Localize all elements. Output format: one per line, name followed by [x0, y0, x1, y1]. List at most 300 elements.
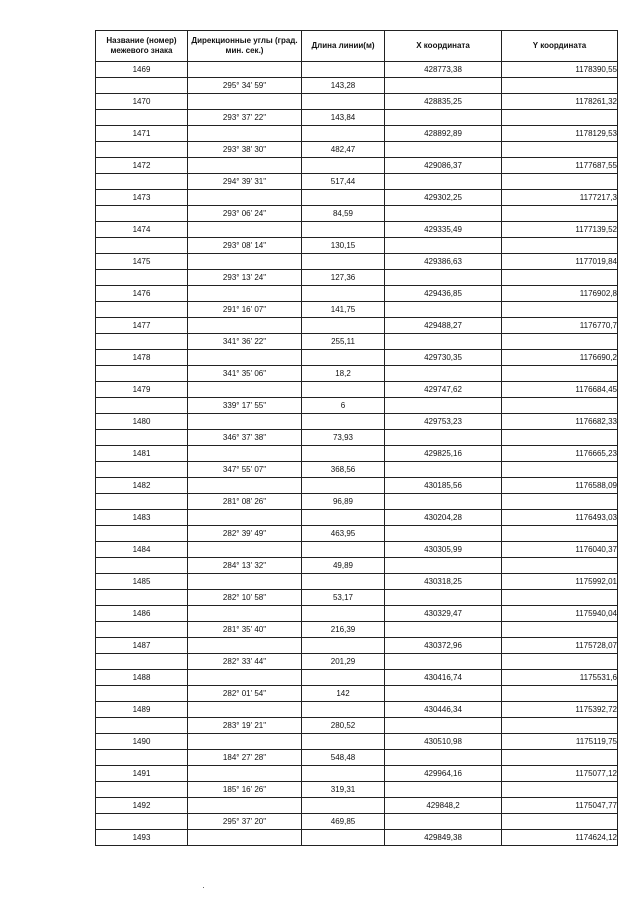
empty-y-cell — [502, 398, 618, 414]
y-coordinate-cell: 1175728,07 — [502, 638, 618, 654]
y-coordinate-cell: 1176770,7 — [502, 318, 618, 334]
point-row — [96, 414, 618, 430]
y-coordinate-cell: 1176493,03 — [502, 510, 618, 526]
marker-name-cell: 1473 — [96, 190, 188, 206]
header-y-coordinate: Y координата — [502, 31, 618, 62]
point-row — [96, 158, 618, 174]
x-coordinate-cell: 429747,62 — [385, 382, 502, 398]
x-coordinate-cell: 430305,99 — [385, 542, 502, 558]
point-row — [96, 190, 618, 206]
point-row — [96, 350, 618, 366]
empty-name-cell — [96, 430, 188, 446]
table-header-row — [96, 31, 618, 62]
x-coordinate-cell: 430329,47 — [385, 606, 502, 622]
empty-x-cell — [385, 398, 502, 414]
empty-angle-cell — [188, 734, 302, 750]
marker-name-cell: 1491 — [96, 766, 188, 782]
empty-x-cell — [385, 270, 502, 286]
y-coordinate-cell: 1176690,2 — [502, 350, 618, 366]
line-length-cell: 469,85 — [302, 814, 385, 830]
point-row — [96, 94, 618, 110]
table-body — [96, 62, 618, 846]
empty-name-cell — [96, 110, 188, 126]
empty-y-cell — [502, 110, 618, 126]
direction-angle-cell: 282° 39' 49" — [188, 526, 302, 542]
empty-length-cell — [302, 254, 385, 270]
empty-length-cell — [302, 734, 385, 750]
empty-angle-cell — [188, 286, 302, 302]
line-length-cell: 319,31 — [302, 782, 385, 798]
line-length-cell: 368,56 — [302, 462, 385, 478]
segment-row — [96, 238, 618, 254]
y-coordinate-cell: 1175119,75 — [502, 734, 618, 750]
segment-row — [96, 686, 618, 702]
y-coordinate-cell: 1175077,12 — [502, 766, 618, 782]
empty-length-cell — [302, 446, 385, 462]
empty-angle-cell — [188, 158, 302, 174]
line-length-cell: 6 — [302, 398, 385, 414]
marker-name-cell: 1483 — [96, 510, 188, 526]
empty-y-cell — [502, 206, 618, 222]
empty-angle-cell — [188, 830, 302, 846]
x-coordinate-cell: 429335,49 — [385, 222, 502, 238]
empty-y-cell — [502, 654, 618, 670]
direction-angle-cell: 282° 10' 58" — [188, 590, 302, 606]
line-length-cell: 517,44 — [302, 174, 385, 190]
point-row — [96, 734, 618, 750]
line-length-cell: 18,2 — [302, 366, 385, 382]
segment-row — [96, 462, 618, 478]
segment-row — [96, 494, 618, 510]
empty-x-cell — [385, 750, 502, 766]
direction-angle-cell: 282° 33' 44" — [188, 654, 302, 670]
y-coordinate-cell: 1178129,53 — [502, 126, 618, 142]
empty-name-cell — [96, 174, 188, 190]
segment-row — [96, 78, 618, 94]
marker-name-cell: 1476 — [96, 286, 188, 302]
empty-angle-cell — [188, 446, 302, 462]
empty-angle-cell — [188, 638, 302, 654]
marker-name-cell: 1489 — [96, 702, 188, 718]
point-row — [96, 478, 618, 494]
empty-x-cell — [385, 174, 502, 190]
marker-name-cell: 1471 — [96, 126, 188, 142]
segment-row — [96, 174, 618, 190]
empty-x-cell — [385, 558, 502, 574]
x-coordinate-cell: 429848,2 — [385, 798, 502, 814]
y-coordinate-cell: 1175940,04 — [502, 606, 618, 622]
line-length-cell: 96,89 — [302, 494, 385, 510]
empty-name-cell — [96, 238, 188, 254]
direction-angle-cell: 293° 37' 22" — [188, 110, 302, 126]
empty-name-cell — [96, 590, 188, 606]
y-coordinate-cell: 1176902,8 — [502, 286, 618, 302]
point-row — [96, 62, 618, 78]
y-coordinate-cell: 1177019,84 — [502, 254, 618, 270]
line-length-cell: 142 — [302, 686, 385, 702]
segment-row — [96, 750, 618, 766]
empty-x-cell — [385, 302, 502, 318]
line-length-cell: 141,75 — [302, 302, 385, 318]
empty-length-cell — [302, 606, 385, 622]
empty-angle-cell — [188, 254, 302, 270]
empty-angle-cell — [188, 670, 302, 686]
empty-angle-cell — [188, 766, 302, 782]
marker-name-cell: 1487 — [96, 638, 188, 654]
y-coordinate-cell: 1174624,12 — [502, 830, 618, 846]
segment-row — [96, 430, 618, 446]
segment-row — [96, 654, 618, 670]
empty-x-cell — [385, 334, 502, 350]
empty-length-cell — [302, 62, 385, 78]
empty-angle-cell — [188, 606, 302, 622]
direction-angle-cell: 281° 35' 40" — [188, 622, 302, 638]
point-row — [96, 798, 618, 814]
point-row — [96, 638, 618, 654]
x-coordinate-cell: 429730,35 — [385, 350, 502, 366]
empty-length-cell — [302, 382, 385, 398]
line-length-cell: 280,52 — [302, 718, 385, 734]
segment-row — [96, 814, 618, 830]
empty-name-cell — [96, 366, 188, 382]
direction-angle-cell: 283° 19' 21" — [188, 718, 302, 734]
y-coordinate-cell: 1176682,33 — [502, 414, 618, 430]
line-length-cell: 255,11 — [302, 334, 385, 350]
empty-length-cell — [302, 638, 385, 654]
boundary-coordinates-table — [95, 30, 618, 846]
empty-length-cell — [302, 510, 385, 526]
direction-angle-cell: 291° 16' 07" — [188, 302, 302, 318]
marker-name-cell: 1470 — [96, 94, 188, 110]
line-length-cell: 53,17 — [302, 590, 385, 606]
empty-angle-cell — [188, 222, 302, 238]
marker-name-cell: 1478 — [96, 350, 188, 366]
line-length-cell: 130,15 — [302, 238, 385, 254]
y-coordinate-cell: 1178390,55 — [502, 62, 618, 78]
y-coordinate-cell: 1176588,09 — [502, 478, 618, 494]
empty-angle-cell — [188, 414, 302, 430]
y-coordinate-cell: 1177139,52 — [502, 222, 618, 238]
x-coordinate-cell: 429825,16 — [385, 446, 502, 462]
empty-x-cell — [385, 686, 502, 702]
direction-angle-cell: 346° 37' 38" — [188, 430, 302, 446]
x-coordinate-cell: 430372,96 — [385, 638, 502, 654]
empty-angle-cell — [188, 318, 302, 334]
point-row — [96, 254, 618, 270]
point-row — [96, 382, 618, 398]
empty-name-cell — [96, 462, 188, 478]
empty-y-cell — [502, 174, 618, 190]
empty-angle-cell — [188, 62, 302, 78]
empty-length-cell — [302, 702, 385, 718]
empty-y-cell — [502, 558, 618, 574]
empty-y-cell — [502, 590, 618, 606]
y-coordinate-cell: 1177217,3 — [502, 190, 618, 206]
direction-angle-cell: 293° 13' 24" — [188, 270, 302, 286]
line-length-cell: 463,95 — [302, 526, 385, 542]
direction-angle-cell: 293° 06' 24" — [188, 206, 302, 222]
empty-name-cell — [96, 686, 188, 702]
point-row — [96, 574, 618, 590]
point-row — [96, 830, 618, 846]
y-coordinate-cell: 1178261,32 — [502, 94, 618, 110]
line-length-cell: 127,36 — [302, 270, 385, 286]
marker-name-cell: 1490 — [96, 734, 188, 750]
empty-x-cell — [385, 526, 502, 542]
empty-x-cell — [385, 110, 502, 126]
empty-x-cell — [385, 78, 502, 94]
empty-y-cell — [502, 814, 618, 830]
segment-row — [96, 558, 618, 574]
point-row — [96, 606, 618, 622]
empty-name-cell — [96, 654, 188, 670]
empty-y-cell — [502, 462, 618, 478]
y-coordinate-cell: 1175392,72 — [502, 702, 618, 718]
header-marker-name: Название (номер) межевого знака — [96, 31, 188, 62]
direction-angle-cell: 284° 13' 32" — [188, 558, 302, 574]
empty-x-cell — [385, 622, 502, 638]
direction-angle-cell: 184° 27' 28" — [188, 750, 302, 766]
line-length-cell: 84,59 — [302, 206, 385, 222]
empty-length-cell — [302, 798, 385, 814]
empty-name-cell — [96, 334, 188, 350]
marker-name-cell: 1469 — [96, 62, 188, 78]
empty-y-cell — [502, 334, 618, 350]
line-length-cell: 201,29 — [302, 654, 385, 670]
empty-name-cell — [96, 270, 188, 286]
marker-name-cell: 1485 — [96, 574, 188, 590]
point-row — [96, 542, 618, 558]
direction-angle-cell: 347° 55' 07" — [188, 462, 302, 478]
empty-name-cell — [96, 142, 188, 158]
empty-angle-cell — [188, 350, 302, 366]
empty-length-cell — [302, 222, 385, 238]
segment-row — [96, 270, 618, 286]
direction-angle-cell: 295° 34' 59" — [188, 78, 302, 94]
x-coordinate-cell: 428835,25 — [385, 94, 502, 110]
empty-x-cell — [385, 814, 502, 830]
point-row — [96, 670, 618, 686]
scan-artifact-dot — [203, 887, 204, 888]
x-coordinate-cell: 429386,63 — [385, 254, 502, 270]
empty-y-cell — [502, 366, 618, 382]
empty-angle-cell — [188, 510, 302, 526]
empty-length-cell — [302, 478, 385, 494]
empty-length-cell — [302, 830, 385, 846]
x-coordinate-cell: 430185,56 — [385, 478, 502, 494]
point-row — [96, 446, 618, 462]
direction-angle-cell: 281° 08' 26" — [188, 494, 302, 510]
marker-name-cell: 1472 — [96, 158, 188, 174]
direction-angle-cell: 185° 16' 26" — [188, 782, 302, 798]
marker-name-cell: 1493 — [96, 830, 188, 846]
empty-name-cell — [96, 494, 188, 510]
y-coordinate-cell: 1175531,6 — [502, 670, 618, 686]
empty-x-cell — [385, 654, 502, 670]
empty-angle-cell — [188, 702, 302, 718]
empty-name-cell — [96, 718, 188, 734]
empty-x-cell — [385, 494, 502, 510]
empty-y-cell — [502, 78, 618, 94]
line-length-cell: 143,28 — [302, 78, 385, 94]
empty-y-cell — [502, 718, 618, 734]
segment-row — [96, 718, 618, 734]
header-x-coordinate: X координата — [385, 31, 502, 62]
segment-row — [96, 526, 618, 542]
empty-x-cell — [385, 206, 502, 222]
marker-name-cell: 1479 — [96, 382, 188, 398]
empty-length-cell — [302, 126, 385, 142]
x-coordinate-cell: 429302,25 — [385, 190, 502, 206]
x-coordinate-cell: 429964,16 — [385, 766, 502, 782]
point-row — [96, 702, 618, 718]
x-coordinate-cell: 430510,98 — [385, 734, 502, 750]
marker-name-cell: 1482 — [96, 478, 188, 494]
empty-y-cell — [502, 302, 618, 318]
direction-angle-cell: 293° 38' 30" — [188, 142, 302, 158]
empty-angle-cell — [188, 542, 302, 558]
empty-y-cell — [502, 782, 618, 798]
direction-angle-cell: 294° 39' 31" — [188, 174, 302, 190]
empty-length-cell — [302, 766, 385, 782]
segment-row — [96, 206, 618, 222]
line-length-cell: 216,39 — [302, 622, 385, 638]
direction-angle-cell: 341° 36' 22" — [188, 334, 302, 350]
direction-angle-cell: 295° 37' 20" — [188, 814, 302, 830]
empty-y-cell — [502, 526, 618, 542]
y-coordinate-cell: 1177687,55 — [502, 158, 618, 174]
empty-length-cell — [302, 670, 385, 686]
segment-row — [96, 622, 618, 638]
x-coordinate-cell: 430446,34 — [385, 702, 502, 718]
empty-length-cell — [302, 414, 385, 430]
empty-length-cell — [302, 158, 385, 174]
empty-y-cell — [502, 142, 618, 158]
empty-y-cell — [502, 270, 618, 286]
point-row — [96, 318, 618, 334]
segment-row — [96, 142, 618, 158]
empty-y-cell — [502, 686, 618, 702]
point-row — [96, 222, 618, 238]
marker-name-cell: 1486 — [96, 606, 188, 622]
point-row — [96, 510, 618, 526]
empty-angle-cell — [188, 94, 302, 110]
header-direction-angle: Дирекционные углы (град. мин. сек.) — [188, 31, 302, 62]
empty-x-cell — [385, 366, 502, 382]
point-row — [96, 766, 618, 782]
x-coordinate-cell: 429849,38 — [385, 830, 502, 846]
header-line-length: Длина линии(м) — [302, 31, 385, 62]
x-coordinate-cell: 430416,74 — [385, 670, 502, 686]
line-length-cell: 143,84 — [302, 110, 385, 126]
x-coordinate-cell: 430204,28 — [385, 510, 502, 526]
empty-length-cell — [302, 350, 385, 366]
segment-row — [96, 302, 618, 318]
empty-angle-cell — [188, 798, 302, 814]
empty-x-cell — [385, 430, 502, 446]
segment-row — [96, 334, 618, 350]
empty-x-cell — [385, 718, 502, 734]
empty-name-cell — [96, 78, 188, 94]
segment-row — [96, 590, 618, 606]
empty-name-cell — [96, 814, 188, 830]
marker-name-cell: 1474 — [96, 222, 188, 238]
y-coordinate-cell: 1176665,23 — [502, 446, 618, 462]
empty-length-cell — [302, 574, 385, 590]
empty-angle-cell — [188, 126, 302, 142]
segment-row — [96, 398, 618, 414]
empty-angle-cell — [188, 382, 302, 398]
empty-x-cell — [385, 238, 502, 254]
empty-length-cell — [302, 190, 385, 206]
empty-angle-cell — [188, 574, 302, 590]
direction-angle-cell: 282° 01' 54" — [188, 686, 302, 702]
line-length-cell: 482,47 — [302, 142, 385, 158]
segment-row — [96, 366, 618, 382]
empty-length-cell — [302, 542, 385, 558]
line-length-cell: 73,93 — [302, 430, 385, 446]
x-coordinate-cell: 428773,38 — [385, 62, 502, 78]
x-coordinate-cell: 428892,89 — [385, 126, 502, 142]
y-coordinate-cell: 1175047,77 — [502, 798, 618, 814]
point-row — [96, 126, 618, 142]
marker-name-cell: 1492 — [96, 798, 188, 814]
direction-angle-cell: 341° 35' 06" — [188, 366, 302, 382]
x-coordinate-cell: 429753,23 — [385, 414, 502, 430]
segment-row — [96, 782, 618, 798]
line-length-cell: 49,89 — [302, 558, 385, 574]
empty-x-cell — [385, 142, 502, 158]
marker-name-cell: 1480 — [96, 414, 188, 430]
empty-length-cell — [302, 94, 385, 110]
line-length-cell: 548,48 — [302, 750, 385, 766]
empty-name-cell — [96, 782, 188, 798]
empty-name-cell — [96, 398, 188, 414]
empty-x-cell — [385, 782, 502, 798]
empty-name-cell — [96, 622, 188, 638]
empty-name-cell — [96, 206, 188, 222]
marker-name-cell: 1481 — [96, 446, 188, 462]
empty-angle-cell — [188, 478, 302, 494]
direction-angle-cell: 293° 08' 14" — [188, 238, 302, 254]
empty-y-cell — [502, 494, 618, 510]
segment-row — [96, 110, 618, 126]
empty-name-cell — [96, 750, 188, 766]
point-row — [96, 286, 618, 302]
y-coordinate-cell: 1175992,01 — [502, 574, 618, 590]
empty-name-cell — [96, 558, 188, 574]
x-coordinate-cell: 429086,37 — [385, 158, 502, 174]
x-coordinate-cell: 430318,25 — [385, 574, 502, 590]
marker-name-cell: 1488 — [96, 670, 188, 686]
marker-name-cell: 1475 — [96, 254, 188, 270]
y-coordinate-cell: 1176040,37 — [502, 542, 618, 558]
empty-y-cell — [502, 430, 618, 446]
empty-name-cell — [96, 302, 188, 318]
empty-length-cell — [302, 318, 385, 334]
marker-name-cell: 1484 — [96, 542, 188, 558]
empty-y-cell — [502, 622, 618, 638]
y-coordinate-cell: 1176684,45 — [502, 382, 618, 398]
x-coordinate-cell: 429436,85 — [385, 286, 502, 302]
x-coordinate-cell: 429488,27 — [385, 318, 502, 334]
empty-y-cell — [502, 238, 618, 254]
marker-name-cell: 1477 — [96, 318, 188, 334]
empty-y-cell — [502, 750, 618, 766]
empty-angle-cell — [188, 190, 302, 206]
empty-name-cell — [96, 526, 188, 542]
direction-angle-cell: 339° 17' 55" — [188, 398, 302, 414]
